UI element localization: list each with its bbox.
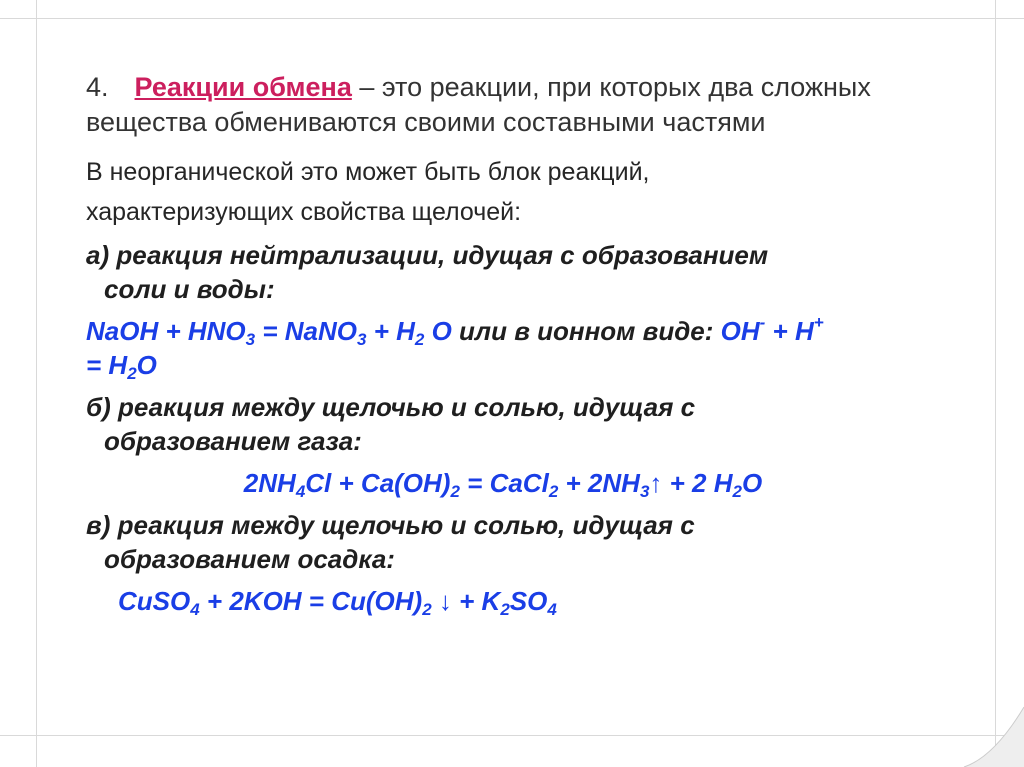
heading-definition: – это реакции, при которых два сложных вещества обмениваются своими составными частями xyxy=(86,72,871,137)
eq-c-part: CuSO xyxy=(118,586,191,616)
item-b-line-2: образованием газа: xyxy=(104,426,362,456)
item-a-line-2: соли и воды: xyxy=(104,274,275,304)
eq-a-part: O xyxy=(136,350,157,380)
heading-number: 4. xyxy=(86,72,109,102)
heading xyxy=(86,70,966,140)
eq-c-sub: 2 xyxy=(500,600,510,619)
eq-a-part: + H xyxy=(765,316,814,346)
eq-a-part: O xyxy=(424,316,460,346)
eq-b-part: = CaCl xyxy=(459,468,549,498)
eq-a-sub: 2 xyxy=(414,330,425,349)
gas-arrow-icon: ↑ xyxy=(649,468,663,498)
eq-b-part: + 2 H xyxy=(662,468,733,498)
item-c-line-1: в) реакция между щелочью и солью, идущая с xyxy=(86,510,695,540)
eq-b-part: O xyxy=(741,468,763,498)
eq-b-part: + 2NH xyxy=(558,468,640,498)
eq-b-part: Cl + Ca(OH) xyxy=(305,468,451,498)
page-curl-decoration xyxy=(954,697,1024,767)
equation-b xyxy=(86,466,966,500)
eq-a-sup: - xyxy=(759,313,766,332)
eq-c-part: + K xyxy=(451,586,501,616)
eq-c-sub: 4 xyxy=(547,600,557,619)
precipitate-arrow-icon: ↓ xyxy=(431,586,452,616)
eq-a-part: = NaNO xyxy=(255,316,357,346)
equation-c xyxy=(86,584,966,618)
eq-a-part: OH xyxy=(720,316,760,346)
item-c xyxy=(86,508,966,576)
eq-a-sub: 2 xyxy=(127,364,137,383)
eq-a-sup: + xyxy=(813,313,824,332)
frame-line-top xyxy=(0,18,1024,19)
item-c-line-2: образованием осадка: xyxy=(104,544,395,574)
equation-a xyxy=(86,314,966,382)
heading-term: Реакции обмена xyxy=(134,72,352,102)
frame-line-bottom xyxy=(0,735,1024,736)
eq-b-sub: 2 xyxy=(450,482,460,501)
eq-c-part: + 2KOH = Cu(OH) xyxy=(199,586,423,616)
eq-a-sub: 3 xyxy=(357,330,367,349)
eq-b-sub: 2 xyxy=(548,482,559,501)
eq-b-sub: 4 xyxy=(295,482,306,501)
eq-c-sub: 2 xyxy=(422,600,432,619)
eq-c-part: SO xyxy=(509,586,548,616)
eq-a-ionic-label: или в ионном виде: xyxy=(459,316,721,346)
eq-a-part: NaOH + HNO xyxy=(86,316,246,346)
eq-b-sub: 3 xyxy=(639,482,650,501)
item-b-line-1: б) реакция между щелочью и солью, идущая с xyxy=(86,392,696,422)
frame-line-left xyxy=(36,0,37,767)
eq-b-sub: 2 xyxy=(732,482,742,501)
frame-line-right xyxy=(995,0,996,767)
slide-content xyxy=(86,70,966,618)
eq-b-part: 2NH xyxy=(243,468,296,498)
intro-line-2: характеризующих свойства щелочей: xyxy=(86,198,522,226)
eq-a-part: + H xyxy=(366,316,415,346)
item-b xyxy=(86,390,966,458)
item-a-line-1: а) реакция нейтрализации, идущая с образованием xyxy=(86,240,769,270)
item-a xyxy=(86,238,966,306)
eq-a-sub: 3 xyxy=(245,330,256,349)
eq-c-sub: 4 xyxy=(190,600,200,619)
intro-line-1: В неорганической это может быть блок реакций, xyxy=(86,158,650,186)
eq-a-part: = H xyxy=(86,350,128,380)
